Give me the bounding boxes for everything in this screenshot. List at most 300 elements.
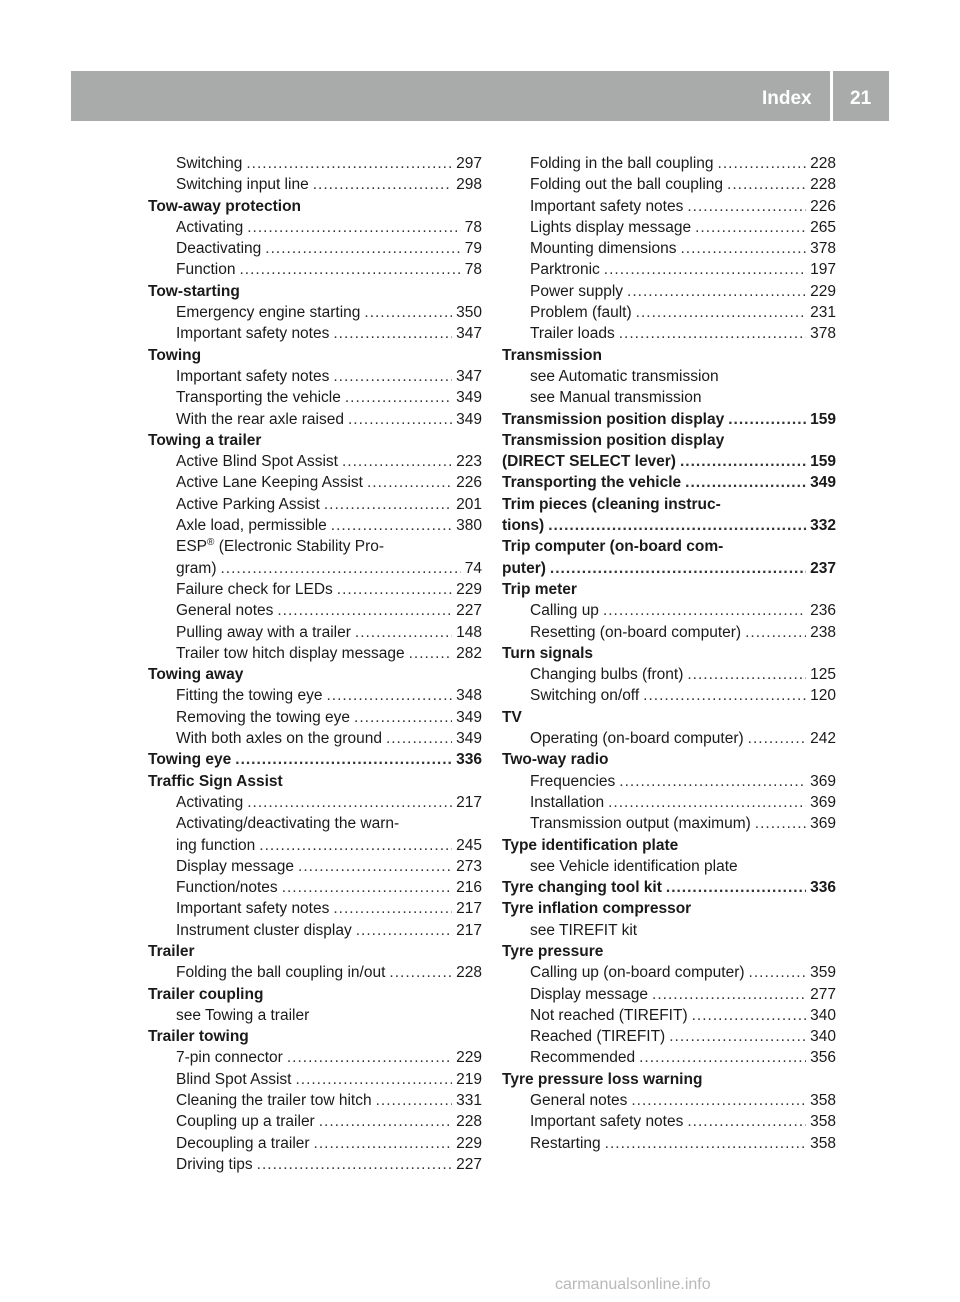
page-ref: 245 xyxy=(456,836,482,854)
entry-text: Folding in the ball coupling xyxy=(530,155,714,172)
entry-text: Instrument cluster display xyxy=(176,921,352,939)
entry-text: Operating (on-board computer) xyxy=(530,730,744,748)
dot-leader xyxy=(247,792,452,813)
page-ref: 277 xyxy=(810,985,836,1003)
index-heading xyxy=(148,749,482,770)
dot-leader xyxy=(748,728,806,749)
page-ref: 380 xyxy=(456,517,482,535)
entry-text: Axle load, permissible xyxy=(176,517,327,535)
index-entry xyxy=(148,153,482,174)
page-ref: 349 xyxy=(456,730,482,748)
page-ref: 120 xyxy=(810,687,836,705)
entry-text: Failure check for LEDs xyxy=(176,580,333,598)
entry-text: Lights display message xyxy=(530,218,692,236)
page-ref: 229 xyxy=(810,282,836,300)
entry-text: Driving tips xyxy=(176,1155,253,1173)
dot-leader xyxy=(247,217,461,238)
dot-leader xyxy=(386,728,452,749)
page-ref: 349 xyxy=(810,474,836,492)
index-entry xyxy=(148,238,482,259)
index-heading: TV xyxy=(502,708,522,726)
index-entry xyxy=(148,1154,482,1175)
dot-leader xyxy=(692,1005,807,1026)
index-entry: ESP® (Electronic Stability Pro- xyxy=(176,537,385,556)
index-entry xyxy=(502,622,836,643)
dot-leader xyxy=(265,238,460,259)
index-entry xyxy=(148,1069,482,1090)
page-ref: 229 xyxy=(456,1134,482,1152)
entry-text: ing function xyxy=(176,836,256,854)
index-entry xyxy=(148,472,482,493)
dot-leader xyxy=(619,771,806,792)
index-entry xyxy=(502,323,836,344)
dot-leader xyxy=(239,259,460,280)
index-heading: Trailer xyxy=(148,942,195,960)
page-ref: 226 xyxy=(456,474,482,492)
index-entry xyxy=(502,281,836,302)
entry-text: Parktronic xyxy=(530,261,600,279)
page-ref: 231 xyxy=(810,304,836,322)
entry-text: Transmission position display xyxy=(502,410,725,428)
entry-text: Towing eye xyxy=(148,751,232,769)
dot-leader xyxy=(619,323,806,344)
dot-leader xyxy=(409,643,453,664)
page-ref: 369 xyxy=(810,772,836,790)
index-heading: Tyre pressure loss warning xyxy=(502,1070,703,1088)
entry-text: Resetting (on-board computer) xyxy=(530,623,742,641)
index-heading xyxy=(502,877,836,898)
dot-leader xyxy=(259,835,452,856)
index-entry xyxy=(148,1047,482,1068)
entry-text: With both axles on the ground xyxy=(176,730,382,748)
entry-text: Recommended xyxy=(530,1049,636,1067)
dot-leader xyxy=(680,451,806,472)
index-entry xyxy=(148,409,482,430)
dot-leader xyxy=(669,1026,806,1047)
entry-text: Important safety notes xyxy=(176,367,330,385)
entry-text: Active Parking Assist xyxy=(176,495,320,513)
index-entry xyxy=(502,984,836,1005)
entry-text: Activating xyxy=(176,218,244,236)
entry-text: Changing bulbs (front) xyxy=(530,666,684,684)
index-entry xyxy=(502,1047,836,1068)
index-heading: Towing away xyxy=(148,666,244,684)
entry-text: Blind Spot Assist xyxy=(176,1070,292,1088)
index-entry: see TIREFIT kit xyxy=(530,921,638,939)
entry-text: Trailer tow hitch display message xyxy=(176,644,405,662)
entry-text: Coupling up a trailer xyxy=(176,1113,315,1131)
dot-leader xyxy=(356,920,452,941)
index-heading: Trip computer (on-board com- xyxy=(502,538,724,556)
dot-leader xyxy=(235,749,452,770)
entry-text: Pulling away with a trailer xyxy=(176,623,351,641)
entry-text: Trailer loads xyxy=(530,325,615,343)
page-ref: 369 xyxy=(810,793,836,811)
index-heading xyxy=(502,451,836,472)
dot-leader xyxy=(548,515,806,536)
dot-leader xyxy=(287,1047,452,1068)
index-heading: Trip meter xyxy=(502,580,577,598)
page-ref: 226 xyxy=(810,197,836,215)
page-ref: 229 xyxy=(456,1049,482,1067)
index-entry xyxy=(148,707,482,728)
page-ref: 217 xyxy=(456,900,482,918)
entry-text: Important safety notes xyxy=(176,325,330,343)
page-ref: 347 xyxy=(456,325,482,343)
watermark-text: carmanualsonline.info xyxy=(555,1276,711,1293)
page-ref: 228 xyxy=(456,964,482,982)
entry-text: Deactivating xyxy=(176,240,262,258)
page-ref: 348 xyxy=(456,687,482,705)
page-ref: 356 xyxy=(810,1049,836,1067)
entry-text: General notes xyxy=(530,1092,628,1110)
entry-text: Reached (TIREFIT) xyxy=(530,1028,666,1046)
entry-text: Emergency engine starting xyxy=(176,304,361,322)
index-entry xyxy=(502,962,836,983)
index-heading: Tow-starting xyxy=(148,282,240,300)
dot-leader xyxy=(643,685,806,706)
index-entry xyxy=(502,685,836,706)
index-entry xyxy=(148,622,482,643)
dot-leader xyxy=(605,1133,806,1154)
entry-text: Calling up (on-board computer) xyxy=(530,964,745,982)
index-entry xyxy=(148,1111,482,1132)
dot-leader xyxy=(687,196,806,217)
index-heading: Transmission xyxy=(502,346,602,364)
page-ref: 349 xyxy=(456,410,482,428)
dot-leader xyxy=(604,259,806,280)
index-heading: Tow-away protection xyxy=(148,197,302,215)
page-ref: 359 xyxy=(810,964,836,982)
dot-leader xyxy=(749,962,807,983)
dot-leader xyxy=(389,962,452,983)
dot-leader xyxy=(282,877,452,898)
index-heading xyxy=(502,409,836,430)
entry-text: Power supply xyxy=(530,282,624,300)
page-ref: 349 xyxy=(456,708,482,726)
dot-leader xyxy=(755,813,806,834)
entry-text: With the rear axle raised xyxy=(176,410,344,428)
entry-text: Transmission output (maximum) xyxy=(530,815,751,833)
index-entry xyxy=(502,1005,836,1026)
page-ref: 336 xyxy=(456,751,482,769)
page-ref: 273 xyxy=(456,857,482,875)
entry-text: (DIRECT SELECT lever) xyxy=(502,453,676,471)
entry-text: Decoupling a trailer xyxy=(176,1134,310,1152)
header-divider xyxy=(830,71,833,121)
index-column-right xyxy=(502,153,836,1154)
index-entry xyxy=(502,1133,836,1154)
entry-text: Switching xyxy=(176,155,243,172)
index-heading: Trim pieces (cleaning instruc- xyxy=(502,495,721,513)
page-ref: 159 xyxy=(810,410,836,428)
index-entry: see Manual transmission xyxy=(530,389,702,407)
index-entry xyxy=(148,174,482,195)
dot-leader xyxy=(745,622,806,643)
index-column-left xyxy=(148,153,482,1175)
page-ref: 340 xyxy=(810,1028,836,1046)
index-entry xyxy=(502,1090,836,1111)
dot-leader xyxy=(603,600,806,621)
entry-text: puter) xyxy=(502,559,546,577)
dot-leader xyxy=(550,558,806,579)
page-ref: 340 xyxy=(810,1006,836,1024)
page-ref: 201 xyxy=(456,495,482,513)
page-ref: 336 xyxy=(810,879,836,897)
page-ref: 227 xyxy=(456,1155,482,1173)
index-heading: Traffic Sign Assist xyxy=(148,772,283,790)
dot-leader xyxy=(639,1047,806,1068)
entry-text: Display message xyxy=(530,985,649,1003)
entry-text: Folding the ball coupling in/out xyxy=(176,964,386,982)
index-entry: see Towing a trailer xyxy=(176,1006,310,1024)
index-entry xyxy=(148,643,482,664)
index-heading: Towing xyxy=(148,346,202,364)
index-entry xyxy=(148,451,482,472)
index-entry xyxy=(148,898,482,919)
index-heading: Tyre inflation compressor xyxy=(502,900,692,918)
index-heading: Turn signals xyxy=(502,644,594,662)
index-heading xyxy=(502,558,836,579)
page-ref: 159 xyxy=(810,453,836,471)
page-ref: 197 xyxy=(810,261,836,279)
entry-text: Not reached (TIREFIT) xyxy=(530,1006,688,1024)
entry-text: Function/notes xyxy=(176,879,278,897)
entry-text: General notes xyxy=(176,602,274,620)
index-entry xyxy=(502,217,836,238)
dot-leader xyxy=(257,1154,452,1175)
page-ref: 216 xyxy=(456,879,482,897)
dot-leader xyxy=(313,174,452,195)
index-heading: Transmission position display xyxy=(502,431,725,449)
dot-leader xyxy=(718,153,807,174)
entry-text: Switching input line xyxy=(176,176,309,194)
page-ref: 78 xyxy=(464,261,482,279)
dot-leader xyxy=(355,622,452,643)
dot-leader xyxy=(376,1090,453,1111)
index-entry xyxy=(502,174,836,195)
entry-text: tions) xyxy=(502,517,545,535)
page-ref: 350 xyxy=(456,304,482,322)
index-entry xyxy=(148,323,482,344)
dot-leader xyxy=(342,451,452,472)
index-entry xyxy=(502,813,836,834)
dot-leader xyxy=(326,685,452,706)
dot-leader xyxy=(246,153,452,174)
index-entry xyxy=(148,494,482,515)
dot-leader xyxy=(354,707,452,728)
entry-text: Restarting xyxy=(530,1134,601,1152)
page-ref: 228 xyxy=(456,1113,482,1131)
entry-text: Installation xyxy=(530,793,605,811)
dot-leader xyxy=(680,238,806,259)
entry-text: Tyre changing tool kit xyxy=(502,879,662,897)
dot-leader xyxy=(608,792,806,813)
index-entry xyxy=(502,771,836,792)
dot-leader xyxy=(220,558,460,579)
index-entry xyxy=(148,217,482,238)
entry-text: Removing the towing eye xyxy=(176,708,351,726)
index-entry xyxy=(148,302,482,323)
index-entry xyxy=(148,877,482,898)
index-heading: Type identification plate xyxy=(502,836,679,854)
dot-leader xyxy=(727,174,806,195)
dot-leader xyxy=(331,515,452,536)
page-ref: 229 xyxy=(456,580,482,598)
page-ref: 125 xyxy=(810,666,836,684)
index-entry xyxy=(502,1026,836,1047)
index-entry xyxy=(148,1133,482,1154)
index-entry xyxy=(502,302,836,323)
page-ref: 236 xyxy=(810,602,836,620)
index-entry xyxy=(148,600,482,621)
entry-text: Mounting dimensions xyxy=(530,240,677,258)
index-heading: Trailer coupling xyxy=(148,985,264,1003)
entry-text: Important safety notes xyxy=(176,900,330,918)
entry-text: Display message xyxy=(176,857,295,875)
index-entry xyxy=(148,259,482,280)
page-ref: 227 xyxy=(456,602,482,620)
page-ref: 228 xyxy=(810,176,836,194)
entry-text: gram) xyxy=(176,559,217,577)
dot-leader xyxy=(333,323,452,344)
dot-leader xyxy=(345,387,452,408)
page-ref: 378 xyxy=(810,240,836,258)
entry-text: Transporting the vehicle xyxy=(176,389,341,407)
page-ref: 74 xyxy=(464,559,482,577)
page-ref: 78 xyxy=(464,218,482,236)
dot-leader xyxy=(631,1090,806,1111)
dot-leader xyxy=(319,1111,452,1132)
page-ref: 148 xyxy=(456,623,482,641)
dot-leader xyxy=(666,877,806,898)
dot-leader xyxy=(348,409,452,430)
page-ref: 282 xyxy=(456,644,482,662)
page-ref: 369 xyxy=(810,815,836,833)
index-heading: Trailer towing xyxy=(148,1028,249,1046)
index-entry xyxy=(148,856,482,877)
entry-text: Fitting the towing eye xyxy=(176,687,323,705)
entry-text: Important safety notes xyxy=(530,197,684,215)
page-ref: 217 xyxy=(456,921,482,939)
page-ref: 223 xyxy=(456,453,482,471)
index-heading: Tyre pressure xyxy=(502,942,604,960)
dot-leader xyxy=(685,472,806,493)
entry-text: Problem (fault) xyxy=(530,304,632,322)
index-heading: Two-way radio xyxy=(502,751,609,769)
dot-leader xyxy=(367,472,452,493)
entry-text: Calling up xyxy=(530,602,599,620)
dot-leader xyxy=(687,1111,806,1132)
index-entry: see Automatic transmission xyxy=(530,367,719,385)
index-entry: see Vehicle identification plate xyxy=(530,857,738,875)
page-ref: 297 xyxy=(456,155,482,172)
dot-leader xyxy=(695,217,806,238)
entry-text: Transporting the vehicle xyxy=(502,474,682,492)
index-entry xyxy=(148,387,482,408)
index-entry xyxy=(502,1111,836,1132)
page-number: 21 xyxy=(850,88,872,109)
page-ref: 358 xyxy=(810,1092,836,1110)
index-entry xyxy=(148,579,482,600)
page-ref: 358 xyxy=(810,1113,836,1131)
entry-text: 7-pin connector xyxy=(176,1049,283,1067)
index-entry xyxy=(502,600,836,621)
page-ref: 349 xyxy=(456,389,482,407)
page-ref: 238 xyxy=(810,623,836,641)
index-entry: Activating/deactivating the warn- xyxy=(176,815,400,833)
index-entry xyxy=(502,259,836,280)
entry-text: Active Lane Keeping Assist xyxy=(176,474,363,492)
dot-leader xyxy=(337,579,452,600)
page-ref: 237 xyxy=(810,559,836,577)
dot-leader xyxy=(314,1133,453,1154)
entry-text: Important safety notes xyxy=(530,1113,684,1131)
index-entry xyxy=(148,515,482,536)
page-ref: 378 xyxy=(810,325,836,343)
page-ref: 228 xyxy=(810,155,836,172)
entry-text: Function xyxy=(176,261,236,279)
dot-leader xyxy=(687,664,806,685)
index-entry xyxy=(148,962,482,983)
page-ref: 331 xyxy=(456,1092,482,1110)
index-entry xyxy=(502,664,836,685)
index-entry xyxy=(502,792,836,813)
dot-leader xyxy=(627,281,806,302)
index-heading: Towing a trailer xyxy=(148,431,262,449)
index-entry xyxy=(148,835,482,856)
page-ref: 358 xyxy=(810,1134,836,1152)
entry-text: Active Blind Spot Assist xyxy=(176,453,338,471)
dot-leader xyxy=(295,1069,452,1090)
index-entry xyxy=(148,792,482,813)
dot-leader xyxy=(333,366,452,387)
page-ref: 347 xyxy=(456,367,482,385)
page-ref: 79 xyxy=(464,240,482,258)
index-entry xyxy=(502,153,836,174)
page-ref: 217 xyxy=(456,793,482,811)
page-ref: 298 xyxy=(456,176,482,194)
index-entry xyxy=(148,1090,482,1111)
dot-leader xyxy=(652,984,806,1005)
index-entry xyxy=(148,685,482,706)
dot-leader xyxy=(636,302,806,323)
index-heading xyxy=(502,472,836,493)
page-ref: 242 xyxy=(810,730,836,748)
index-entry xyxy=(148,558,482,579)
page-ref: 265 xyxy=(810,218,836,236)
dot-leader xyxy=(298,856,452,877)
page-ref: 219 xyxy=(456,1070,482,1088)
entry-text: Activating xyxy=(176,793,244,811)
dot-leader xyxy=(364,302,452,323)
section-title: Index xyxy=(762,88,812,109)
index-heading xyxy=(502,515,836,536)
index-entry xyxy=(502,728,836,749)
page-ref: 332 xyxy=(810,517,836,535)
index-entry xyxy=(148,728,482,749)
index-entry xyxy=(502,196,836,217)
entry-text: Folding out the ball coupling xyxy=(530,176,724,194)
entry-text: Switching on/off xyxy=(530,687,640,705)
entry-text: Frequencies xyxy=(530,772,616,790)
index-entry xyxy=(148,366,482,387)
dot-leader xyxy=(324,494,452,515)
index-entry xyxy=(148,920,482,941)
index-entry xyxy=(502,238,836,259)
dot-leader xyxy=(728,409,806,430)
dot-leader xyxy=(277,600,452,621)
